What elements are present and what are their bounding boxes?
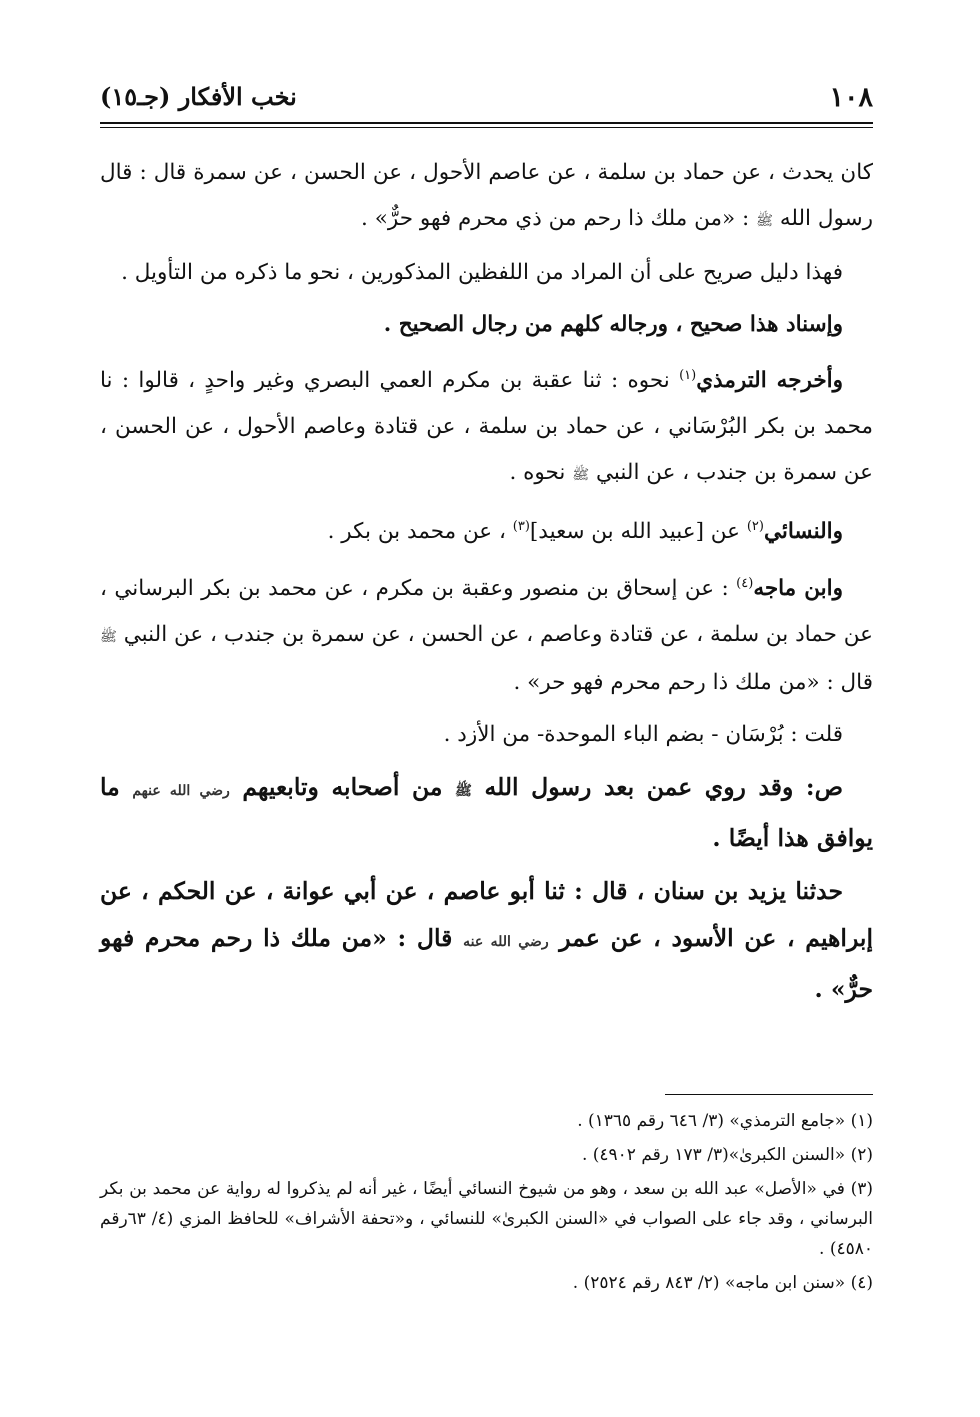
paragraph-8: ص: وقد روي عمن بعد رسول الله ﷺ من أصحابه وتابعيهم رضي الله عنهم ما يوافق هذا أيضًا . — [100, 772, 873, 852]
paragraph-9: حدثنا يزيد بن سنان ، قال : ثنا أبو عاصم ، عن أبي عوانة ، عن الحكم ، عن إبراهيم ، عن الأسود ، عن عمر رضي الله عنه قال : «من ملك ذا رحم محرم فهو حرٌّ» . — [100, 876, 873, 1003]
paragraph-2: فهذا دليل صريح على أن المراد من اللفظين المذكورين ، نحو ما ذكره من التأويل . — [121, 260, 843, 286]
footnote-3: (٣) في «الأصل» عبد الله بن سعد ، وهو من شيوخ النسائي أيضًا ، غير أنه لم يذكروا له رواية عن محمد بن بكر البرساني ، وقد جاء على الصواب في «السنن الكبرىٰ» للنسائي ، و«تحفة الأشراف» للحافظ المزي (٤/ ٦٣رقم ٤٥٨٠) . — [100, 1179, 873, 1259]
salla-honorific: ﷺ — [572, 466, 590, 483]
main-text — [100, 150, 873, 1019]
paragraph-5: والنسائي$^{(٢)}$ عن [عبيد الله بن سعيد]$^{(٣)}$ ، عن محمد بن بكر . — [327, 519, 843, 545]
footnote-2: (٢) «السنن الكبرىٰ»(٣/ ١٧٣ رقم ٤٩٠٢) . — [581, 1145, 873, 1165]
header-rule-thin — [100, 127, 873, 128]
footnote-1: (١) «جامع الترمذي» (٣/ ٦٤٦ رقم ١٣٦٥) . — [577, 1111, 873, 1131]
paragraph-3: وإسناد هذا صحيح ، ورجاله كلهم من رجال الصحيح . — [383, 311, 843, 337]
footnote-4: (٤) «سنن ابن ماجه» (٢/ ٨٤٣ رقم ٢٥٢٤) . — [572, 1273, 873, 1293]
radi-honorific: رضي الله عنه — [463, 933, 549, 950]
paragraph-7: قلت : بُرْسَان - بضم الباء الموحدة- من الأزد . — [443, 722, 843, 747]
footnote-ref-3[interactable]: (٣) — [512, 519, 530, 535]
salla-honorific: ﷺ — [100, 628, 117, 645]
paragraph-6: وابن ماجه$^{(٤)}$ : عن إسحاق بن منصور وعقبة بن مكرم ، عن محمد بن بكر البرساني ، عن حماد بن سلمة ، عن قتادة وعاصم ، عن الحسن ، عن سمرة بن جندب ، عن النبي ﷺ قال : «من ملك ذا رحم محرم فهو حر» . — [100, 576, 873, 696]
header-rule — [100, 122, 873, 124]
footnote-ref-1[interactable]: (١) — [679, 368, 697, 384]
footnote-ref-2[interactable]: (٢) — [746, 519, 764, 535]
footnotes — [100, 1106, 873, 1302]
footnote-separator — [665, 1094, 873, 1095]
paragraph-4: وأخرجه الترمذي$^{(١)}$ نحوه : ثنا عقبة بن مكرم العمي البصري وغير واحدٍ ، قالوا : نا محمد بن بكر البُرْسَاني ، عن حماد بن سلمة ، عن قتادة وعاصم الأحول ، عن الحسن ، عن سمرة بن جندب ، عن النبي ﷺ نحوه . — [100, 368, 873, 485]
salla-honorific: ﷺ — [455, 782, 472, 799]
page-header — [100, 82, 873, 122]
running-title: نخب الأفكار (جـ١٥) — [100, 82, 297, 111]
radi-honorific: رضي الله عنهم — [132, 782, 230, 799]
page-number: ١٠٨ — [829, 82, 873, 113]
paragraph-1: كان يحدث ، عن حماد بن سلمة ، عن عاصم الأحول ، عن الحسن ، عن سمرة قال : قال رسول الله ﷺ : «من ملك ذا رحم من ذي محرم فهو حرٌّ» . — [100, 160, 873, 231]
salla-honorific: ﷺ — [756, 212, 774, 229]
footnote-ref-4[interactable]: (٤) — [736, 576, 754, 592]
